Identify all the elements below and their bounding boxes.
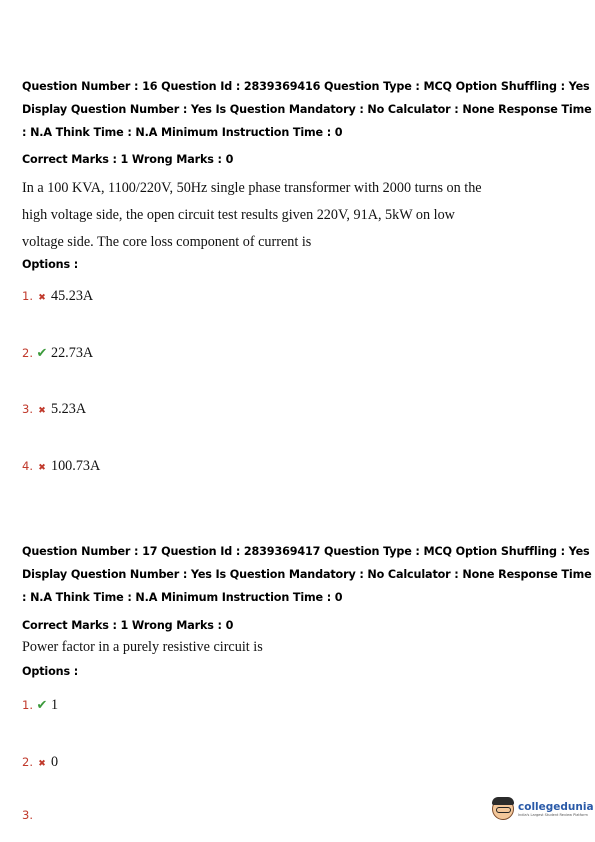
question-stem-line: voltage side. The core loss component of current is: [22, 234, 312, 250]
option-item: [22, 288, 93, 305]
option-text: 22.73A: [50, 345, 94, 361]
cross-icon: ✖: [38, 293, 46, 303]
check-icon: ✔: [36, 346, 48, 361]
option-text: 5.23A: [50, 401, 87, 417]
check-icon: ✔: [36, 698, 48, 713]
cross-icon: ✖: [38, 463, 46, 473]
options-label: Options :: [22, 258, 79, 271]
question-meta-line: : N.A Think Time : N.A Minimum Instruction Time : 0: [22, 126, 343, 139]
option-number: 1.: [22, 289, 33, 303]
option-number: 1.: [22, 698, 33, 712]
question-stem-line: In a 100 KVA, 1100/220V, 50Hz single phase transformer with 2000 turns on the: [22, 180, 482, 196]
question-block: [22, 75, 592, 144]
question-stem: [22, 175, 582, 256]
options-label: Options :: [22, 665, 79, 678]
option-item: [22, 345, 93, 362]
option-text: 45.23A: [50, 288, 94, 304]
question-meta-line: : N.A Think Time : N.A Minimum Instruction Time : 0: [22, 591, 343, 604]
option-number: 4.: [22, 459, 33, 473]
student-mascot-icon: [492, 798, 514, 820]
question-block: [22, 540, 592, 609]
question-meta-line: Display Question Number : Yes Is Question Mandatory : No Calculator : None Response Time: [22, 103, 592, 116]
question-stem: [22, 637, 582, 657]
option-item: [22, 458, 100, 475]
logo-name: collegedunia: [518, 800, 594, 813]
question-stem-line: Power factor in a purely resistive circuit is: [22, 639, 263, 655]
logo-tagline: India's Largest Student Review Platform: [518, 812, 588, 817]
collegedunia-logo: [492, 798, 594, 820]
option-number: 3.: [22, 808, 33, 822]
option-text: 0: [50, 754, 59, 770]
option-number: 3.: [22, 402, 33, 416]
cross-icon: ✖: [38, 759, 46, 769]
logo-text: [518, 801, 594, 818]
question-stem-line: high voltage side, the open circuit test results given 220V, 91A, 5kW on low: [22, 207, 455, 223]
question-meta-line: Question Number : 16 Question Id : 2839369416 Question Type : MCQ Option Shuffling : Yes: [22, 80, 590, 93]
question-meta-line: Question Number : 17 Question Id : 2839369417 Question Type : MCQ Option Shuffling : Yes: [22, 545, 590, 558]
cross-icon: ✖: [38, 406, 46, 416]
question-marks: Correct Marks : 1 Wrong Marks : 0: [22, 619, 234, 632]
option-item: [22, 808, 33, 822]
option-text: 1: [50, 697, 59, 713]
option-number: 2.: [22, 346, 33, 360]
option-item: [22, 401, 86, 418]
option-text: 100.73A: [50, 458, 101, 474]
question-meta-line: Display Question Number : Yes Is Question Mandatory : No Calculator : None Response Time: [22, 568, 592, 581]
option-item: [22, 697, 58, 714]
option-number: 2.: [22, 755, 33, 769]
option-item: [22, 754, 58, 771]
question-marks: Correct Marks : 1 Wrong Marks : 0: [22, 153, 234, 166]
